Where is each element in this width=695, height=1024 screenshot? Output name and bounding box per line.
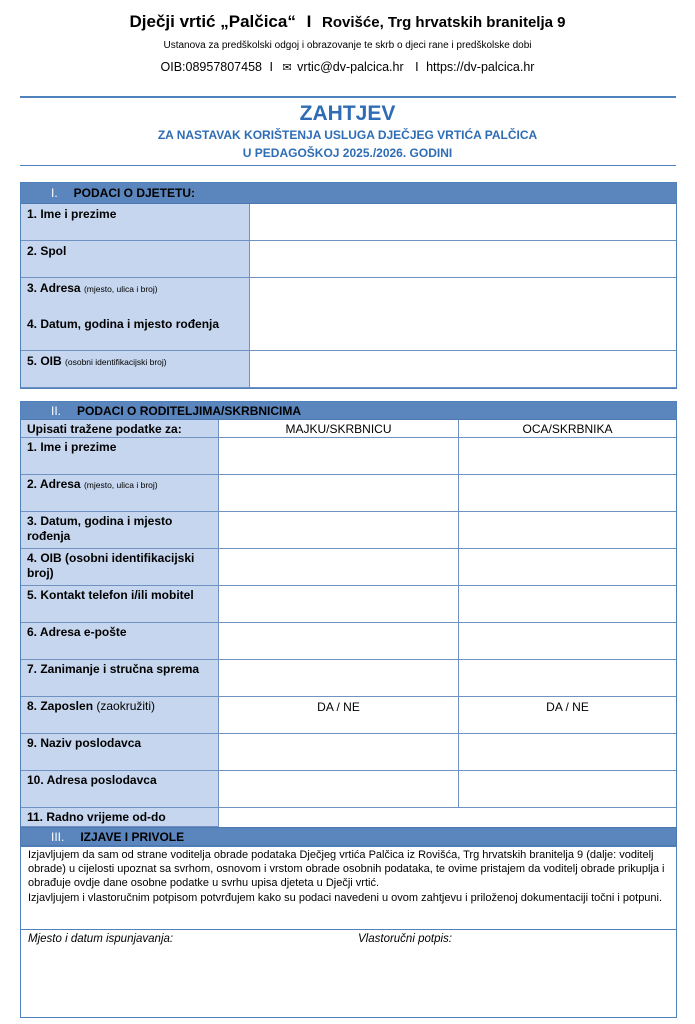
parents-row-label-text: 9. Naziv poslodavca <box>27 736 142 750</box>
declaration-paragraph-2: Izjavljujem i vlastoručnim potpisom potvrđujem kako su podaci navedeni u ovom zahtjevu i priloženoj dokumentaciji točni i potpuni. <box>28 891 663 904</box>
parents-table-frame <box>20 401 677 828</box>
email-link[interactable]: vrtic@dv-palcica.hr <box>297 60 404 74</box>
parents-row-label-text: 4. OIB (osobni identifikacijski broj) <box>27 551 195 580</box>
envelope-icon: ✉ <box>282 62 292 74</box>
parents-row-label-text: 5. Kontakt telefon i/ili mobitel <box>27 588 194 602</box>
institution-subtitle: Ustanova za predškolski odgoj i obrazovanje te skrb o djeci rane i predškolske dobi <box>163 40 532 51</box>
contact-line <box>0 60 695 74</box>
father-input[interactable]: DA / NE <box>458 697 676 734</box>
parents-row-label-text: 8. Zaposlen <box>27 699 94 713</box>
parents-row-label-text: 3. Datum, godina i mjesto rođenja <box>27 514 173 543</box>
parents-row-label-note: (mjesto, ulica i broj) <box>83 480 158 490</box>
header-separator: I <box>306 12 312 31</box>
parents-row-label-note: (zaokružiti) <box>96 699 156 713</box>
section-1-number: I. <box>51 186 58 200</box>
parents-row-label-text: 2. Adresa <box>27 477 81 491</box>
signature-divider <box>21 929 676 930</box>
document-subtitle-1: ZA NASTAVAK KORIŠTENJA USLUGA DJEČJEG VRTIĆA PALČICA <box>157 128 538 142</box>
section-3-title: IZJAVE I PRIVOLE <box>80 830 185 844</box>
child-row-label-text: 2. Spol <box>27 244 67 258</box>
parents-row-label-text: 7. Zanimanje i stručna sprema <box>27 662 200 676</box>
parents-row-label-text: 11. Radno vrijeme od-do <box>27 810 166 824</box>
child-row-label-text: 1. Ime i prezime <box>27 207 117 221</box>
child-table-frame <box>20 182 677 389</box>
website-link[interactable]: https://dv-palcica.hr <box>426 60 535 74</box>
child-row-label-text: 3. Adresa <box>27 281 81 295</box>
section-2-title: PODACI O RODITELJIMA/SKRBNICIMA <box>77 404 302 418</box>
header-divider-line <box>20 96 676 98</box>
child-row-label-text: 5. OIB <box>27 354 62 368</box>
section-3-number: III. <box>51 830 65 844</box>
institution-name: Dječji vrtić „Palčica“ <box>129 12 296 31</box>
parents-row-label-text: 1. Ime i prezime <box>27 440 117 454</box>
declarations-text <box>28 848 673 905</box>
contact-divider: I <box>269 60 273 74</box>
title-divider-line <box>20 165 676 166</box>
institution-address: Rovišće, Trg hrvatskih branitelja 9 <box>322 14 566 31</box>
declaration-paragraph-1: Izjavljujem da sam od strane voditelja obrade podataka Dječjeg vrtića Palčica iz Rovišća, Trg hrvatskih branitelja 9 (dalje: voditelj obrade) u cijelosti upoznat sa svrhom, osnovom i vrstom obrade osobnih podataka, te ovime pristajem da voditelj obrade prikuplja i obrađuje ovdje dane osobne podatke u svrhu upisa djeteta u Dječji vrtić. <box>28 849 665 890</box>
section-1-title: PODACI O DJETETU: <box>73 186 196 200</box>
document-subtitle-2: U PEDAGOŠKOJ 2025./2026. GODINI <box>242 146 453 160</box>
parents-row-label-text: 10. Adresa poslodavca <box>27 773 157 787</box>
mother-input[interactable]: DA / NE <box>218 697 458 734</box>
child-row-label-note: (osobni identifikacijski broj) <box>65 357 167 367</box>
section-2-number: II. <box>51 404 62 418</box>
section-3-header <box>20 827 677 846</box>
parents-row-label-text: 6. Adresa e-pošte <box>27 625 127 639</box>
place-date-field[interactable]: Mjesto i datum ispunjavanja: <box>28 933 174 945</box>
parents-column-label: Upisati tražene podatke za: <box>21 420 218 438</box>
oib-text: OIB:08957807458 <box>160 60 262 74</box>
institution-header <box>0 12 695 32</box>
mother-column-header: MAJKU/SKRBNICU <box>218 420 458 438</box>
father-column-header: OCA/SKRBNIKA <box>458 420 676 438</box>
signature-field[interactable]: Vlastoručni potpis: <box>358 933 452 945</box>
child-row-label-note: (mjesto, ulica i broj) <box>83 284 158 294</box>
contact-divider: I <box>415 60 419 74</box>
document-title: ZAHTJEV <box>299 102 396 125</box>
child-row-label-text: 4. Datum, godina i mjesto rođenja <box>27 317 220 331</box>
